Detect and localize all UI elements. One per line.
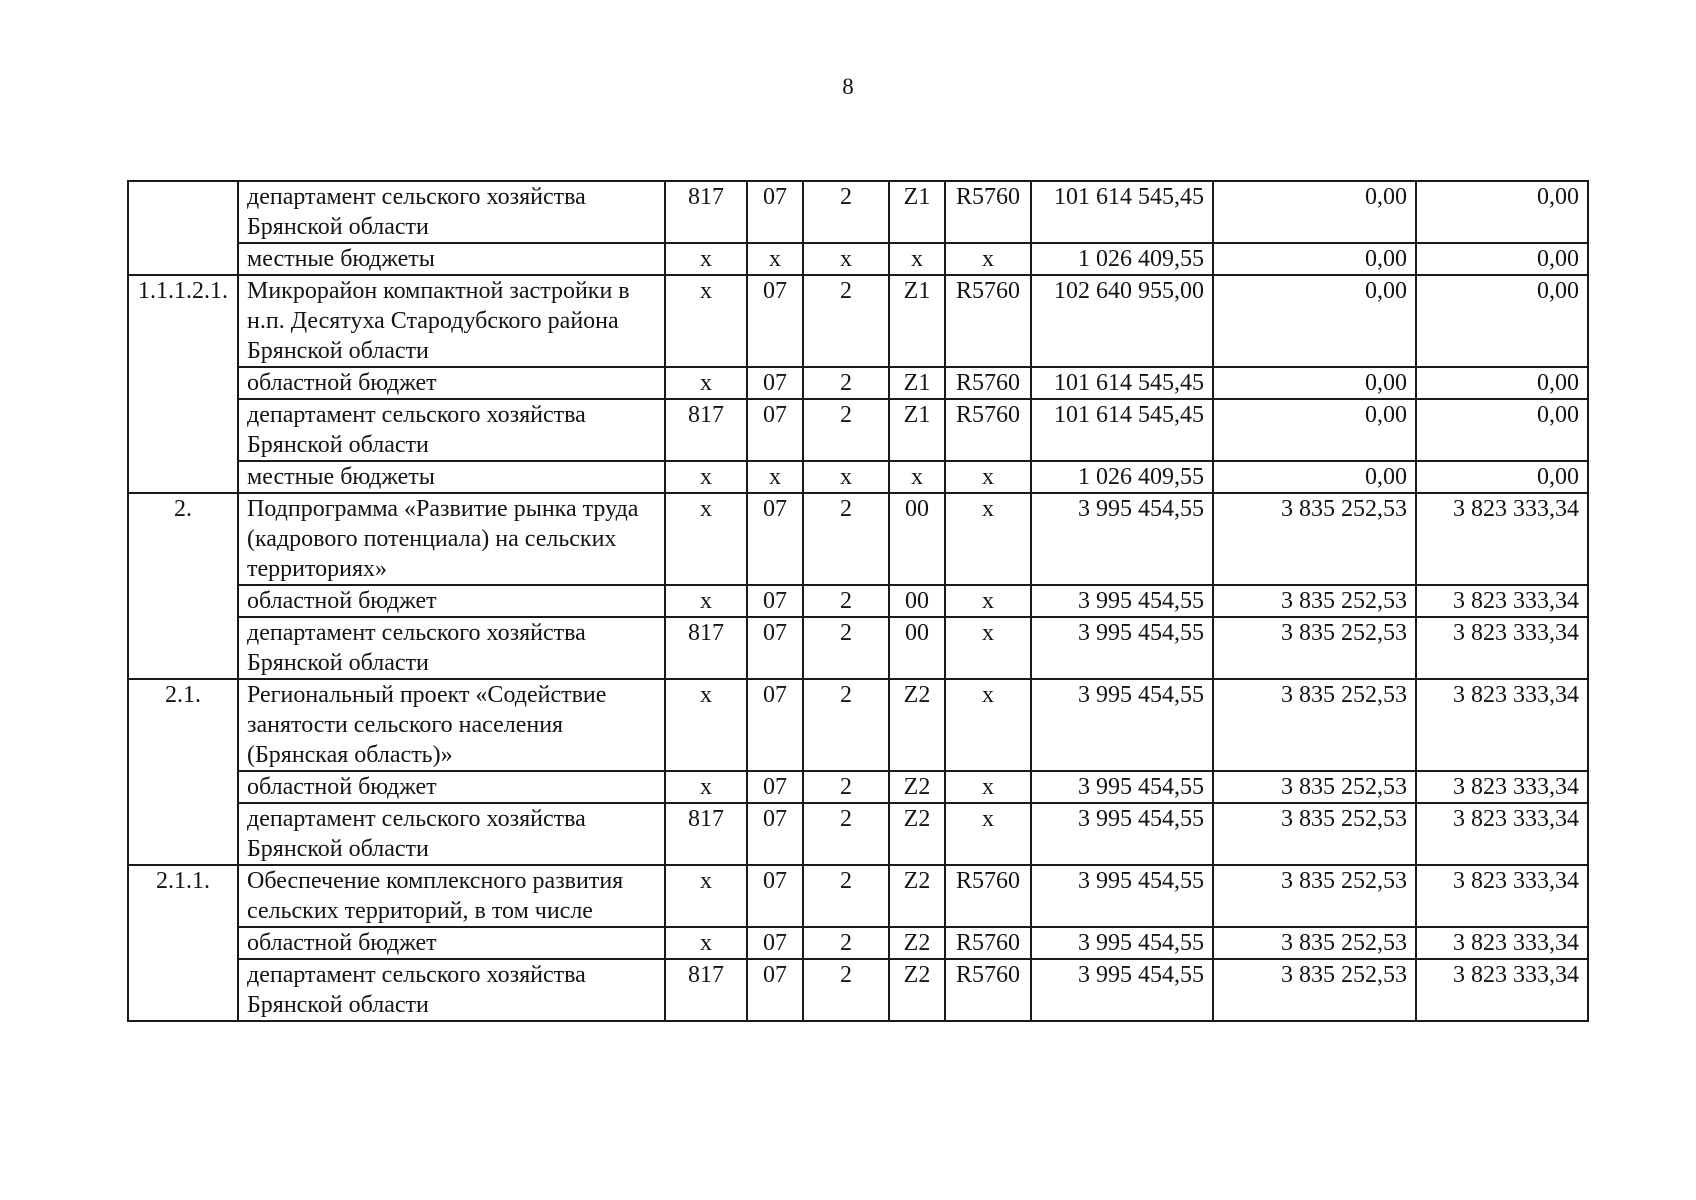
direction-code-cell: х — [945, 243, 1031, 275]
amount-year1-cell: 1 026 409,55 — [1031, 461, 1213, 493]
amount-year1-cell: 3 995 454,55 — [1031, 585, 1213, 617]
amount-year1-cell: 3 995 454,55 — [1031, 865, 1213, 927]
row-number-cell: 2.1. — [128, 679, 238, 865]
row-name-cell: департамент сельского хозяйства Брянской области — [238, 803, 665, 865]
amount-year3-cell: 0,00 — [1416, 243, 1588, 275]
amount-year2-cell: 3 835 252,53 — [1213, 585, 1416, 617]
direction-code-cell: R5760 — [945, 399, 1031, 461]
subprogram-code-cell: Z2 — [889, 679, 945, 771]
subprogram-code-cell: 00 — [889, 617, 945, 679]
section-code-cell: 07 — [747, 771, 803, 803]
amount-year1-cell: 3 995 454,55 — [1031, 493, 1213, 585]
ministry-code-cell: 817 — [665, 803, 747, 865]
amount-year3-cell: 3 823 333,34 — [1416, 585, 1588, 617]
row-name-cell: Региональный проект «Содействие занятости сельского населения (Брянская область)» — [238, 679, 665, 771]
row-number-cell: 2. — [128, 493, 238, 679]
amount-year1-cell: 3 995 454,55 — [1031, 679, 1213, 771]
row-name-cell: областной бюджет — [238, 367, 665, 399]
budget-table — [127, 180, 1589, 1022]
direction-code-cell: R5760 — [945, 275, 1031, 367]
section-code-cell: 07 — [747, 679, 803, 771]
table-row — [128, 617, 1588, 679]
ministry-code-cell: 817 — [665, 959, 747, 1021]
direction-code-cell: х — [945, 617, 1031, 679]
table-row — [128, 367, 1588, 399]
table-row — [128, 275, 1588, 367]
table-row — [128, 461, 1588, 493]
amount-year1-cell: 3 995 454,55 — [1031, 959, 1213, 1021]
section-code-cell: 07 — [747, 367, 803, 399]
table-row — [128, 803, 1588, 865]
program-code-cell: 2 — [803, 927, 889, 959]
amount-year1-cell: 3 995 454,55 — [1031, 927, 1213, 959]
amount-year2-cell: 0,00 — [1213, 275, 1416, 367]
amount-year2-cell: 0,00 — [1213, 367, 1416, 399]
program-code-cell: 2 — [803, 275, 889, 367]
amount-year2-cell: 0,00 — [1213, 243, 1416, 275]
row-name-cell: департамент сельского хозяйства Брянской области — [238, 399, 665, 461]
amount-year1-cell: 3 995 454,55 — [1031, 803, 1213, 865]
program-code-cell: 2 — [803, 959, 889, 1021]
direction-code-cell: х — [945, 803, 1031, 865]
subprogram-code-cell: Z1 — [889, 275, 945, 367]
ministry-code-cell: 817 — [665, 181, 747, 243]
amount-year1-cell: 102 640 955,00 — [1031, 275, 1213, 367]
direction-code-cell: х — [945, 679, 1031, 771]
amount-year3-cell: 3 823 333,34 — [1416, 771, 1588, 803]
section-code-cell: 07 — [747, 617, 803, 679]
section-code-cell: 07 — [747, 927, 803, 959]
ministry-code-cell: х — [665, 771, 747, 803]
row-name-cell: областной бюджет — [238, 927, 665, 959]
section-code-cell: 07 — [747, 493, 803, 585]
table-row — [128, 399, 1588, 461]
row-name-cell: местные бюджеты — [238, 461, 665, 493]
program-code-cell: 2 — [803, 617, 889, 679]
table-row — [128, 865, 1588, 927]
program-code-cell: 2 — [803, 585, 889, 617]
amount-year1-cell: 3 995 454,55 — [1031, 771, 1213, 803]
ministry-code-cell: х — [665, 585, 747, 617]
ministry-code-cell: х — [665, 865, 747, 927]
amount-year1-cell: 3 995 454,55 — [1031, 617, 1213, 679]
amount-year3-cell: 3 823 333,34 — [1416, 803, 1588, 865]
row-name-cell: областной бюджет — [238, 771, 665, 803]
row-name-cell: Подпрограмма «Развитие рынка труда (кадрового потенциала) на сельских территориях» — [238, 493, 665, 585]
subprogram-code-cell: Z1 — [889, 181, 945, 243]
row-name-cell: Микрорайон компактной застройки в н.п. Десятуха Стародубского района Брянской области — [238, 275, 665, 367]
amount-year2-cell: 3 835 252,53 — [1213, 959, 1416, 1021]
ministry-code-cell: х — [665, 679, 747, 771]
program-code-cell: 2 — [803, 803, 889, 865]
ministry-code-cell: 817 — [665, 399, 747, 461]
section-code-cell: х — [747, 461, 803, 493]
direction-code-cell: R5760 — [945, 927, 1031, 959]
amount-year2-cell: 0,00 — [1213, 181, 1416, 243]
amount-year1-cell: 1 026 409,55 — [1031, 243, 1213, 275]
table-row — [128, 585, 1588, 617]
ministry-code-cell: х — [665, 461, 747, 493]
section-code-cell: 07 — [747, 865, 803, 927]
subprogram-code-cell: х — [889, 461, 945, 493]
subprogram-code-cell: х — [889, 243, 945, 275]
amount-year3-cell: 3 823 333,34 — [1416, 927, 1588, 959]
table-row — [128, 181, 1588, 243]
table-row — [128, 927, 1588, 959]
direction-code-cell: R5760 — [945, 959, 1031, 1021]
direction-code-cell: х — [945, 493, 1031, 585]
direction-code-cell: R5760 — [945, 181, 1031, 243]
ministry-code-cell: х — [665, 927, 747, 959]
subprogram-code-cell: Z2 — [889, 959, 945, 1021]
amount-year2-cell: 3 835 252,53 — [1213, 679, 1416, 771]
program-code-cell: х — [803, 461, 889, 493]
amount-year2-cell: 0,00 — [1213, 399, 1416, 461]
program-code-cell: 2 — [803, 771, 889, 803]
amount-year3-cell: 0,00 — [1416, 461, 1588, 493]
program-code-cell: 2 — [803, 181, 889, 243]
amount-year3-cell: 3 823 333,34 — [1416, 865, 1588, 927]
row-name-cell: департамент сельского хозяйства Брянской области — [238, 959, 665, 1021]
section-code-cell: 07 — [747, 959, 803, 1021]
section-code-cell: 07 — [747, 181, 803, 243]
section-code-cell: 07 — [747, 585, 803, 617]
ministry-code-cell: х — [665, 243, 747, 275]
table-row — [128, 243, 1588, 275]
ministry-code-cell: х — [665, 275, 747, 367]
row-name-cell: департамент сельского хозяйства Брянской области — [238, 181, 665, 243]
program-code-cell: 2 — [803, 399, 889, 461]
direction-code-cell: х — [945, 461, 1031, 493]
program-code-cell: 2 — [803, 367, 889, 399]
direction-code-cell: х — [945, 771, 1031, 803]
section-code-cell: 07 — [747, 399, 803, 461]
direction-code-cell: х — [945, 585, 1031, 617]
section-code-cell: 07 — [747, 275, 803, 367]
amount-year3-cell: 0,00 — [1416, 367, 1588, 399]
row-number-cell: 2.1.1. — [128, 865, 238, 1021]
amount-year2-cell: 0,00 — [1213, 461, 1416, 493]
amount-year3-cell: 3 823 333,34 — [1416, 493, 1588, 585]
amount-year3-cell: 3 823 333,34 — [1416, 959, 1588, 1021]
subprogram-code-cell: 00 — [889, 585, 945, 617]
row-name-cell: местные бюджеты — [238, 243, 665, 275]
table-row — [128, 771, 1588, 803]
row-number-cell — [128, 181, 238, 275]
program-code-cell: х — [803, 243, 889, 275]
direction-code-cell: R5760 — [945, 367, 1031, 399]
row-name-cell: департамент сельского хозяйства Брянской области — [238, 617, 665, 679]
row-name-cell: областной бюджет — [238, 585, 665, 617]
subprogram-code-cell: Z1 — [889, 367, 945, 399]
table-row — [128, 493, 1588, 585]
program-code-cell: 2 — [803, 493, 889, 585]
amount-year3-cell: 0,00 — [1416, 181, 1588, 243]
amount-year2-cell: 3 835 252,53 — [1213, 927, 1416, 959]
direction-code-cell: R5760 — [945, 865, 1031, 927]
amount-year1-cell: 101 614 545,45 — [1031, 367, 1213, 399]
row-name-cell: Обеспечение комплексного развития сельских территорий, в том числе — [238, 865, 665, 927]
amount-year3-cell: 0,00 — [1416, 275, 1588, 367]
section-code-cell: 07 — [747, 803, 803, 865]
subprogram-code-cell: Z1 — [889, 399, 945, 461]
page-number: 8 — [842, 74, 854, 99]
section-code-cell: х — [747, 243, 803, 275]
subprogram-code-cell: 00 — [889, 493, 945, 585]
ministry-code-cell: 817 — [665, 617, 747, 679]
program-code-cell: 2 — [803, 865, 889, 927]
amount-year2-cell: 3 835 252,53 — [1213, 865, 1416, 927]
amount-year3-cell: 3 823 333,34 — [1416, 679, 1588, 771]
subprogram-code-cell: Z2 — [889, 927, 945, 959]
amount-year3-cell: 0,00 — [1416, 399, 1588, 461]
row-number-cell: 1.1.1.2.1. — [128, 275, 238, 493]
amount-year2-cell: 3 835 252,53 — [1213, 771, 1416, 803]
ministry-code-cell: х — [665, 493, 747, 585]
table-row — [128, 679, 1588, 771]
subprogram-code-cell: Z2 — [889, 803, 945, 865]
amount-year2-cell: 3 835 252,53 — [1213, 617, 1416, 679]
amount-year3-cell: 3 823 333,34 — [1416, 617, 1588, 679]
subprogram-code-cell: Z2 — [889, 771, 945, 803]
program-code-cell: 2 — [803, 679, 889, 771]
amount-year2-cell: 3 835 252,53 — [1213, 493, 1416, 585]
ministry-code-cell: х — [665, 367, 747, 399]
amount-year2-cell: 3 835 252,53 — [1213, 803, 1416, 865]
subprogram-code-cell: Z2 — [889, 865, 945, 927]
amount-year1-cell: 101 614 545,45 — [1031, 399, 1213, 461]
table-row — [128, 959, 1588, 1021]
amount-year1-cell: 101 614 545,45 — [1031, 181, 1213, 243]
